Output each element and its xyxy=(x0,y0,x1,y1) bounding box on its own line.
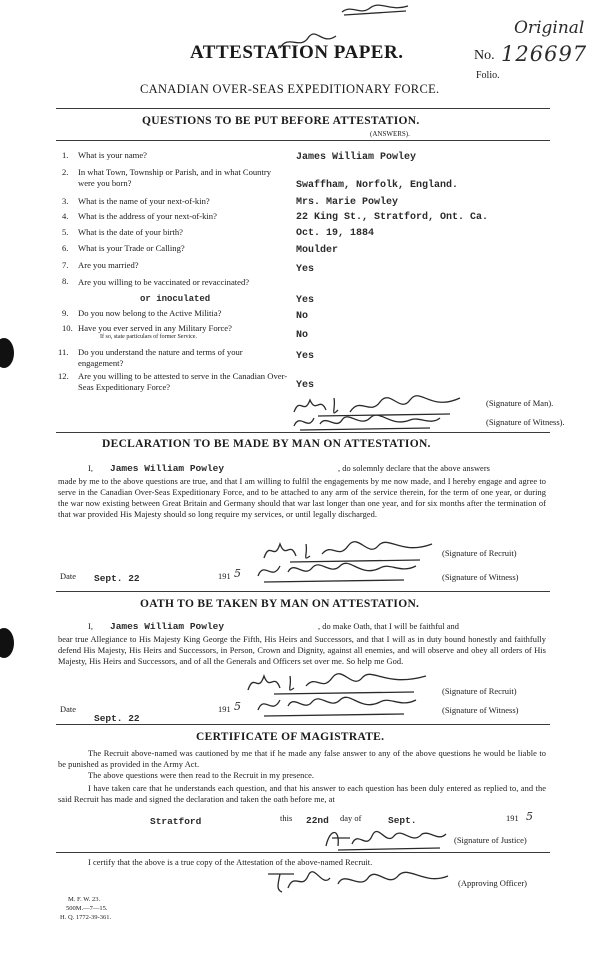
answer-value: Yes xyxy=(296,351,315,362)
certificate-month: Sept. xyxy=(388,815,417,826)
oath-heading: OATH TO BE TAKEN BY MAN ON ATTESTATION. xyxy=(140,598,420,610)
answer-value: Yes xyxy=(296,380,315,391)
question-number: 4. xyxy=(62,211,69,221)
question-number: 7. xyxy=(62,260,69,270)
questions-heading: QUESTIONS TO BE PUT BEFORE ATTESTATION. xyxy=(142,115,420,127)
signature-of-witness-label: (Signature of Witness) xyxy=(442,705,519,715)
declaration-name-prefix: I, xyxy=(88,464,93,473)
question-extra: or inoculated xyxy=(140,294,211,304)
year-prefix: 191 xyxy=(218,572,231,581)
question-text: Do you now belong to the Active Militia? xyxy=(78,308,222,318)
certify-text: I certify that the above is a true copy of the Attestation of the above-named Recruit. xyxy=(88,858,373,867)
answer-value: Moulder xyxy=(296,245,339,256)
divider xyxy=(56,591,550,592)
divider xyxy=(56,108,550,109)
certificate-place: Stratford xyxy=(150,816,202,827)
answer-value: 22 King St., Stratford, Ont. Ca. xyxy=(296,212,489,223)
answer-value: No xyxy=(296,311,309,322)
question-text: What is the address of your next-of-kin? xyxy=(78,211,217,221)
certificate-para3: I have taken care that he understands each question, and that his answer to each question has been duly entered as replied to, and the said Recruit has made and signed the declaration and taken the oath before me, at xyxy=(58,784,546,804)
question-text: Are you willing to be vaccinated or revaccinated? xyxy=(78,277,250,287)
question-text: In what Town, Township or Parish, and in what Country were you born? xyxy=(78,167,272,188)
question-number: 11. xyxy=(58,347,69,357)
divider xyxy=(56,852,550,853)
certificate-heading: CERTIFICATE OF MAGISTRATE. xyxy=(196,731,385,743)
question-number: 9. xyxy=(62,308,69,318)
answer-value: James William Powley xyxy=(296,152,417,163)
question-text: Do you understand the nature and terms of your engagement? xyxy=(78,347,243,368)
question-number: 1. xyxy=(62,150,69,160)
answer-value: Yes xyxy=(296,264,315,275)
declaration-heading: DECLARATION TO BE MADE BY MAN ON ATTESTATION. xyxy=(102,438,431,450)
question-number: 5. xyxy=(62,227,69,237)
signature-of-witness-label: (Signature of Witness) xyxy=(442,572,519,582)
question-text: What is the name of your next-of-kin? xyxy=(78,196,210,206)
year-suffix: 5 xyxy=(234,567,241,580)
answer-value: Oct. 19, 1884 xyxy=(296,228,375,239)
answer-value: Yes xyxy=(296,295,315,306)
oath-date: Sept. 22 xyxy=(94,713,140,724)
divider xyxy=(56,140,550,141)
justice-signature xyxy=(322,824,452,854)
year-prefix: 191 xyxy=(218,705,231,714)
signature-of-witness-label: (Signature of Witness). xyxy=(486,417,565,427)
question-text: Have you ever served in any Military Force? xyxy=(78,323,232,333)
certificate-para1: The Recruit above-named was cautioned by me that if he made any false answer to any of the above questions he would be liable to be punished as provided in the Army Act. xyxy=(58,749,546,769)
date-label: Date xyxy=(60,705,77,714)
oath-name: James William Powley xyxy=(110,621,225,632)
certificate-day: 22nd xyxy=(306,815,329,826)
top-scribble-icon xyxy=(340,2,410,18)
divider xyxy=(56,432,550,433)
day-of-label: day of xyxy=(340,814,362,823)
hq-code: H. Q. 1772-39-361. xyxy=(60,914,112,921)
form-subtitle: CANADIAN OVER-SEAS EXPEDITIONARY FORCE. xyxy=(140,82,440,96)
year-suffix: 5 xyxy=(526,810,533,823)
answer-value: Mrs. Marie Powley xyxy=(296,197,399,208)
this-label: this xyxy=(280,814,293,823)
oath-name-prefix: I, xyxy=(88,622,93,631)
original-note: Original xyxy=(514,18,585,38)
oath-text-line1: , do make Oath, that I will be faithful and xyxy=(318,622,459,631)
question-number: 2. xyxy=(62,167,69,177)
declaration-date: Sept. 22 xyxy=(94,573,140,584)
punch-hole-bottom xyxy=(0,628,14,658)
signature-of-justice-label: (Signature of Justice) xyxy=(454,835,527,845)
year-prefix: 191 xyxy=(506,814,519,823)
question-number: 6. xyxy=(62,243,69,253)
question-text: What is the date of your birth? xyxy=(78,227,184,237)
signature-of-recruit-label: (Signature of Recruit) xyxy=(442,686,517,696)
approving-officer-label: (Approving Officer) xyxy=(458,878,528,888)
folio-label: Folio. xyxy=(476,70,500,81)
approving-officer-signature xyxy=(264,866,454,896)
answer-value: Swaffham, Norfolk, England. xyxy=(296,180,459,191)
year-suffix: 5 xyxy=(234,700,241,713)
witness-signature xyxy=(290,410,450,434)
certificate-para2: The above questions were then read to the Recruit in my presence. xyxy=(88,771,315,780)
form-code: M. F. W. 23. xyxy=(68,896,101,903)
question-number: 8. xyxy=(62,276,69,286)
witness-signature-declaration xyxy=(254,556,424,586)
declaration-text: made by me to the above questions are true, and that I am willing to fulfil the engagements by me now made, and I hereby engage and agree to serve in the Canadian Over-Seas Expeditionary Force, and to be attached to any arm of the service therein, for the term of one year, or during the war now existing between Great Britain and Germany should that war last longer than one year, and for six months after the termination of that war provided His Majesty should so long require my services, or until legally discharged. xyxy=(58,477,546,519)
date-label: Date xyxy=(60,572,77,581)
divider xyxy=(56,724,550,725)
print-code: 500M.—7—15. xyxy=(66,905,108,912)
question-note: If so, state particulars of former Service. xyxy=(100,334,197,340)
question-number: 3. xyxy=(62,196,69,206)
question-text: Are you willing to be attested to serve in the Canadian Over-Seas Expeditionary Force? xyxy=(78,371,288,392)
answer-value: No xyxy=(296,330,309,341)
question-number: 10. xyxy=(62,323,73,333)
punch-hole-top xyxy=(0,338,14,368)
signature-of-recruit-label: (Signature of Recruit) xyxy=(442,548,517,558)
signature-of-man-label: (Signature of Man). xyxy=(486,398,554,408)
regimental-number: 126697 xyxy=(501,42,588,66)
witness-signature-oath xyxy=(254,690,424,720)
number-label: No. xyxy=(474,48,495,63)
answers-label: (ANSWERS). xyxy=(370,130,410,138)
declaration-name: James William Powley xyxy=(110,463,225,474)
question-text: What is your name? xyxy=(78,150,147,160)
question-number: 12. xyxy=(58,371,69,381)
declaration-text-line1: , do solemnly declare that the above answers xyxy=(338,464,490,473)
title-scribble-icon xyxy=(278,30,338,54)
oath-text: bear true Allegiance to His Majesty King George the Fifth, His Heirs and Successors, and that I will as in duty bound honestly and faithfully defend His Majesty, His Heirs and Successors, in Person, Crown and Dignity, against all enemies, and will observe and obey all orders of His Majesty, His Heirs and Successors, and of all the Generals and Officers set over me. So help me God. xyxy=(58,635,546,666)
question-text: What is your Trade or Calling? xyxy=(78,243,185,253)
question-text: Are you married? xyxy=(78,260,139,270)
page-title: ATTESTATION PAPER. xyxy=(190,42,404,63)
